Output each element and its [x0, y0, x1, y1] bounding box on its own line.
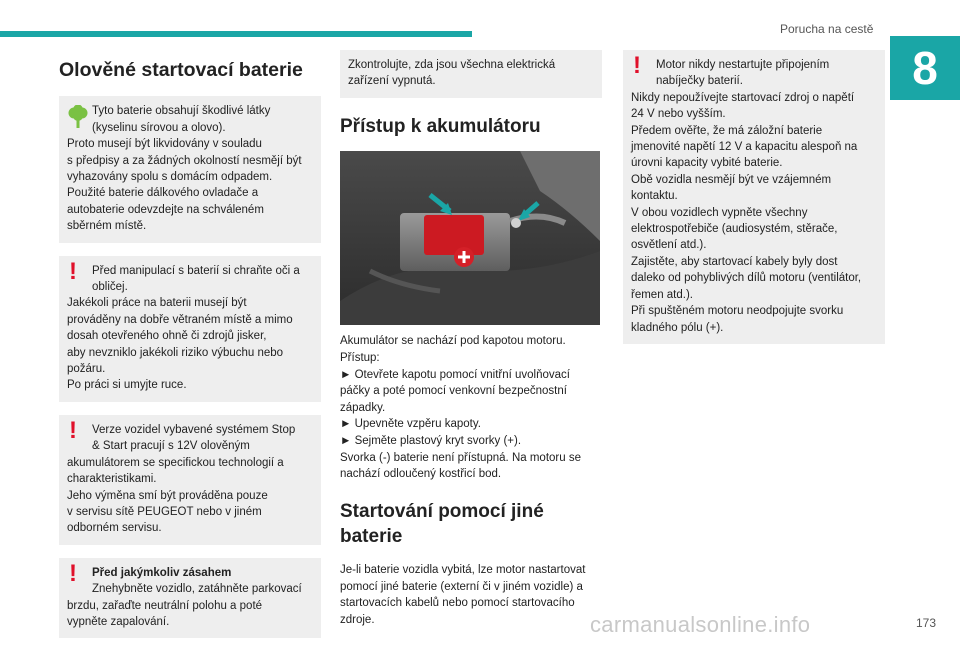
text-line: obličej. [92, 281, 128, 294]
warning-lead [67, 559, 313, 598]
note-box [340, 50, 602, 98]
watermark: carmanualsonline.info [590, 612, 811, 637]
text-line: charakteristikami. [67, 473, 157, 486]
warning-heading: Před jakýmkoliv zásahem [92, 566, 232, 579]
text-line: Jeho výměna smí být prováděna pouze [67, 489, 268, 502]
text-line: Motor nikdy nestartujte připojením [656, 59, 830, 71]
text-line: Při spuštěném motoru neodpojujte svorku [631, 305, 844, 318]
recycle-tree-icon [67, 105, 89, 134]
text-line: osvětlení atd.). [631, 239, 707, 252]
text-line: & Start pracují s 12V olověným [92, 440, 250, 453]
text-line: Svorka (-) baterie není přístupná. Na motoru se [340, 451, 581, 464]
chapter-tab: 8 [890, 36, 960, 100]
warning-lead [631, 52, 877, 90]
text-line: ► Upevněte vzpěru kapoty. [340, 418, 481, 431]
text-line: Po práci si umyjte ruce. [67, 379, 187, 392]
jump-start-text [340, 562, 602, 628]
heading-line: Startování pomocí jiné [340, 500, 544, 522]
text-line: požáru. [67, 363, 106, 376]
text-line: autobaterie odevzdejte na schváleném [67, 203, 264, 216]
text-line: (kyselinu sírovou a olovo). [92, 121, 226, 134]
warning-box [59, 256, 321, 402]
text-line: dosah otevřeného ohně či zdrojů jisker, [67, 330, 267, 343]
warning-box [623, 50, 885, 344]
text-line: zdroje. [340, 613, 375, 626]
exclamation-warning-icon: ! [69, 559, 77, 587]
text-line: elektrospotřebiče (audiosystém, stěrače, [631, 223, 838, 236]
exclamation-warning-icon: ! [69, 416, 77, 444]
eco-note-lead [67, 103, 313, 136]
text-line: zařízení vypnutá. [348, 75, 436, 88]
text-line: s předpisy a za žádných okolností nesmějí být [67, 154, 302, 167]
text-line: Proto musejí být likvidovány v souladu [67, 138, 262, 151]
text-line: ► Sejměte plastový kryt svorky (+). [340, 435, 522, 448]
text-line: nachází odloučený kostřicí bod. [340, 468, 502, 481]
section-heading-jump-start [340, 499, 602, 550]
text-line: páčky a poté pomocí venkovní bezpečnostní [340, 385, 567, 398]
text-line: Přístup: [340, 352, 380, 365]
text-line: úrovni kapacity vybité baterie. [631, 157, 783, 170]
text-line: v servisu sítě PEUGEOT nebo v jiném [67, 505, 262, 518]
text-line: Použité baterie dálkového ovladače a [67, 187, 259, 200]
battery-access-text [340, 333, 602, 482]
text-line: brzdu, zařaďte neutrální polohu a poté [67, 599, 263, 612]
header-accent-bar [0, 31, 472, 37]
exclamation-warning-icon: ! [633, 52, 641, 79]
text-line: 24 V nebo vyšším. [631, 108, 726, 121]
warning-box [59, 558, 321, 639]
page-number: 173 [916, 616, 937, 630]
text-line: Verze vozidel vybavené systémem Stop [92, 423, 296, 436]
text-line: Před manipulací s baterií si chraňte oči a [92, 264, 300, 277]
warning-box [59, 415, 321, 545]
text-line: Znehybněte vozidlo, zatáhněte parkovací [92, 583, 302, 596]
text-line: západky. [340, 401, 386, 414]
text-line: vypněte zapalování. [67, 615, 170, 628]
text-line: pomocí jiné baterie (externí či v jiném vozidle) a [340, 580, 583, 593]
column-middle [340, 50, 602, 628]
text-line: Nikdy nepoužívejte startovací zdroj o napětí [631, 91, 855, 104]
section-heading-battery-access: Přístup k akumulátoru [340, 115, 541, 137]
text-line: Akumulátor se nachází pod kapotou motoru. [340, 335, 566, 348]
text-line: ► Otevřete kapotu pomocí vnitřní uvolňovací [340, 368, 570, 381]
text-line: Zkontrolujte, zda jsou všechna elektrická [348, 59, 556, 71]
text-line: prováděny na dobře větraném místě a mimo [67, 313, 293, 326]
heading-line: baterie [340, 526, 403, 548]
text-line: Je-li baterie vozidla vybitá, lze motor nastartovat [340, 564, 586, 577]
text-line: kontaktu. [631, 190, 678, 203]
warning-lead [67, 257, 313, 296]
text-line: sběrném místě. [67, 220, 147, 233]
column-right [623, 50, 885, 357]
text-line: kladného pólu (+). [631, 321, 724, 334]
text-line: vyhazovány spolu s domácím odpadem. [67, 171, 273, 183]
page-title: Olověné startovací baterie [59, 59, 303, 81]
text-line: akumulátorem se specifickou technologií a [67, 456, 284, 469]
text-line: Obě vozidla nesmějí být ve vzájemném [631, 173, 832, 186]
text-line: aby nevzniklo jakékoli riziko výbuchu nebo [67, 346, 284, 359]
text-line: Jakékoli práce na baterii musejí být [67, 297, 247, 310]
exclamation-warning-icon: ! [69, 257, 77, 285]
section-title: Porucha na cestě [780, 22, 874, 36]
column-left [59, 50, 321, 651]
eco-note-box [59, 96, 321, 242]
text-line: řemen atd.). [631, 288, 693, 301]
warning-lead [67, 416, 313, 455]
text-line: Zajistěte, aby startovací kabely byly dost [631, 255, 838, 268]
text-line: V obou vozidlech vypněte všechny [631, 206, 808, 219]
text-line: nabíječky baterií. [656, 75, 743, 88]
text-line: startovacích kabelů nebo pomocí startovacího [340, 597, 575, 610]
text-line: odborném servisu. [67, 522, 162, 535]
text-line: Předem ověřte, že má záložní baterie [631, 124, 823, 137]
text-line: daleko od pohyblivých dílů motoru (ventilátor, [631, 272, 862, 285]
text-line: jmenovité napětí 12 V a kapacitu alespoň na [631, 141, 858, 154]
battery-engine-photo [340, 151, 600, 325]
text-line: Tyto baterie obsahují škodlivé látky [92, 105, 271, 118]
